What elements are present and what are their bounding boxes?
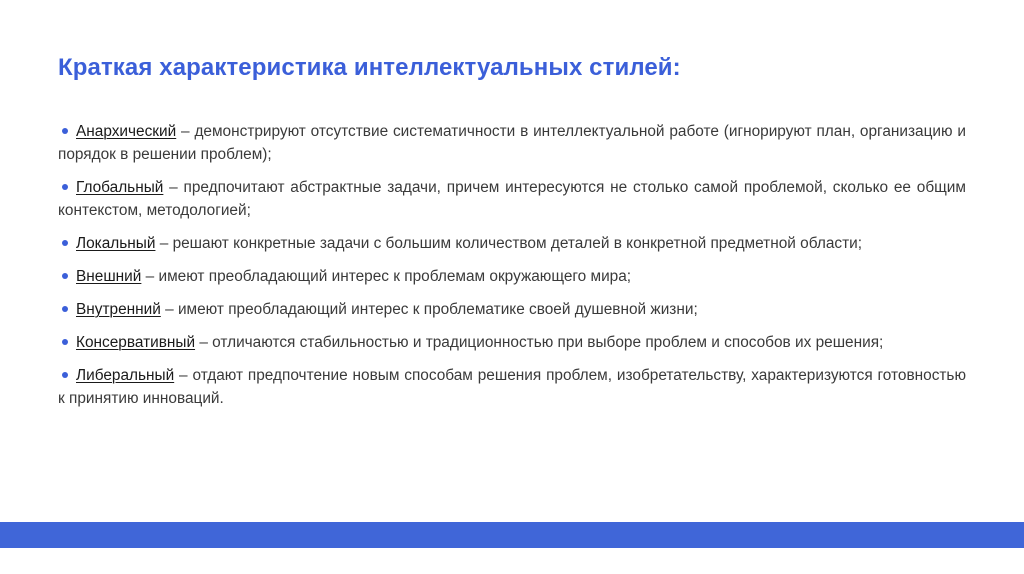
- bullet-icon: [62, 184, 68, 190]
- item-term: Локальный: [76, 235, 156, 252]
- styles-list: [58, 120, 966, 420]
- item-description: – имеют преобладающий интерес к проблематике своей душевной жизни;: [160, 301, 698, 318]
- item-term: Либеральный: [76, 367, 175, 384]
- item-description: – предпочитают абстрактные задачи, причем интересуются не столько самой проблемой, сколько ее общим контекстом, методологией;: [58, 179, 966, 219]
- item-term: Анархический: [76, 123, 177, 140]
- bullet-icon: [62, 273, 68, 279]
- item-description: – решают конкретные задачи с большим количеством деталей в конкретной предметной области;: [155, 235, 862, 252]
- bullet-icon: [62, 128, 68, 134]
- item-description: – демонстрируют отсутствие систематичности в интеллектуальной работе (игнорируют план, организацию и порядок в решении проблем);: [58, 123, 966, 163]
- list-item: [58, 331, 966, 354]
- item-term: Глобальный: [76, 179, 164, 196]
- list-item: [58, 265, 966, 288]
- item-term: Внешний: [76, 268, 142, 285]
- list-item: [58, 232, 966, 255]
- bullet-icon: [62, 306, 68, 312]
- bullet-icon: [62, 339, 68, 345]
- item-description: – имеют преобладающий интерес к проблемам окружающего мира;: [141, 268, 632, 285]
- list-item: [58, 298, 966, 321]
- list-item: [58, 120, 966, 166]
- bullet-icon: [62, 240, 68, 246]
- item-description: – отдают предпочтение новым способам решения проблем, изобретательству, характеризуются готовностью к принятию инноваций.: [58, 367, 966, 407]
- footer-bar: [0, 522, 1024, 548]
- item-term: Консервативный: [76, 334, 196, 351]
- item-term: Внутренний: [76, 301, 161, 318]
- item-description: – отличаются стабильностью и традиционностью при выборе проблем и способов их решения;: [195, 334, 884, 351]
- slide-title: Краткая характеристика интеллектуальных стилей:: [58, 54, 681, 81]
- bullet-icon: [62, 372, 68, 378]
- list-item: [58, 364, 966, 410]
- list-item: [58, 176, 966, 222]
